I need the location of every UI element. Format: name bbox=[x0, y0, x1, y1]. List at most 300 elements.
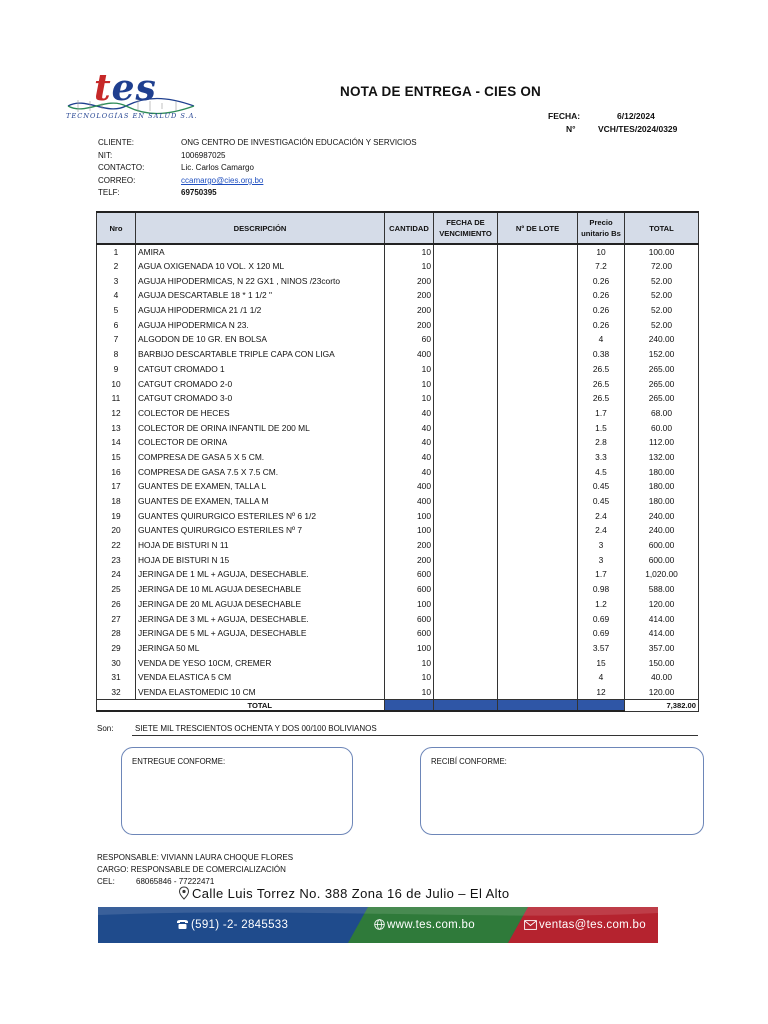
row-lote bbox=[498, 376, 578, 391]
table-row bbox=[97, 273, 699, 288]
row-cantidad: 40 bbox=[385, 464, 434, 479]
row-lote bbox=[498, 362, 578, 377]
row-precio: 1.5 bbox=[578, 420, 625, 435]
items-table bbox=[96, 211, 699, 712]
row-nro: 7 bbox=[97, 332, 136, 347]
row-nro: 5 bbox=[97, 303, 136, 318]
row-cantidad: 10 bbox=[385, 655, 434, 670]
row-precio: 0.26 bbox=[578, 288, 625, 303]
row-total: 40.00 bbox=[625, 670, 699, 685]
row-precio: 1.7 bbox=[578, 567, 625, 582]
row-lote bbox=[498, 244, 578, 259]
row-total: 588.00 bbox=[625, 582, 699, 597]
row-fecha bbox=[434, 303, 498, 318]
row-nro: 1 bbox=[97, 244, 136, 259]
header-total: TOTAL bbox=[625, 212, 699, 244]
row-fecha bbox=[434, 538, 498, 553]
logo-tagline: TECNOLOGÍAS EN SALUD S.A. bbox=[66, 112, 198, 120]
table-row bbox=[97, 259, 699, 274]
table-row bbox=[97, 552, 699, 567]
table-row bbox=[97, 582, 699, 597]
row-nro: 13 bbox=[97, 420, 136, 435]
row-fecha bbox=[434, 391, 498, 406]
row-nro: 19 bbox=[97, 508, 136, 523]
row-nro: 20 bbox=[97, 523, 136, 538]
row-cantidad: 40 bbox=[385, 406, 434, 421]
row-precio: 26.5 bbox=[578, 391, 625, 406]
envelope-icon bbox=[524, 920, 537, 930]
table-row bbox=[97, 494, 699, 509]
header-nro: Nro bbox=[97, 212, 136, 244]
row-lote bbox=[498, 464, 578, 479]
row-cantidad: 10 bbox=[385, 244, 434, 259]
row-lote bbox=[498, 479, 578, 494]
table-row bbox=[97, 362, 699, 377]
table-row bbox=[97, 626, 699, 641]
row-total: 1,020.00 bbox=[625, 567, 699, 582]
table-row bbox=[97, 523, 699, 538]
row-descripcion: HOJA DE BISTURI N 15 bbox=[136, 552, 385, 567]
header-precio: Precio unitario Bs bbox=[578, 212, 625, 244]
row-precio: 26.5 bbox=[578, 362, 625, 377]
row-cantidad: 10 bbox=[385, 259, 434, 274]
row-lote bbox=[498, 347, 578, 362]
row-descripcion: VENDA ELASTICA 5 CM bbox=[136, 670, 385, 685]
row-total: 152.00 bbox=[625, 347, 699, 362]
company-logo bbox=[66, 68, 198, 126]
row-lote bbox=[498, 391, 578, 406]
address-text: Calle Luis Torrez No. 388 Zona 16 de Julio – El Alto bbox=[192, 886, 510, 901]
row-cantidad: 60 bbox=[385, 332, 434, 347]
row-lote bbox=[498, 670, 578, 685]
header-lote: Nº DE LOTE bbox=[498, 212, 578, 244]
row-fecha bbox=[434, 582, 498, 597]
correo-label: CORREO: bbox=[98, 176, 136, 185]
row-nro: 24 bbox=[97, 567, 136, 582]
row-lote bbox=[498, 332, 578, 347]
row-precio: 0.98 bbox=[578, 582, 625, 597]
address-line bbox=[178, 886, 510, 901]
grand-total: 7,382.00 bbox=[625, 699, 699, 711]
row-descripcion: COLECTOR DE ORINA INFANTIL DE 200 ML bbox=[136, 420, 385, 435]
row-descripcion: COLECTOR DE HECES bbox=[136, 406, 385, 421]
row-descripcion: JERINGA DE 20 ML AGUJA DESECHABLE bbox=[136, 597, 385, 612]
row-fecha bbox=[434, 464, 498, 479]
row-fecha bbox=[434, 611, 498, 626]
row-fecha bbox=[434, 420, 498, 435]
row-precio: 1.2 bbox=[578, 597, 625, 612]
table-row bbox=[97, 597, 699, 612]
row-nro: 10 bbox=[97, 376, 136, 391]
total-row bbox=[97, 699, 699, 711]
header-fecha-vencimiento: FECHA DE VENCIMIENTO bbox=[434, 212, 498, 244]
row-cantidad: 200 bbox=[385, 538, 434, 553]
row-lote bbox=[498, 538, 578, 553]
row-fecha bbox=[434, 655, 498, 670]
row-descripcion: CATGUT CROMADO 3-0 bbox=[136, 391, 385, 406]
row-precio: 12 bbox=[578, 685, 625, 700]
logo-wordmark: tes bbox=[94, 67, 157, 109]
row-cantidad: 40 bbox=[385, 450, 434, 465]
row-precio: 10 bbox=[578, 244, 625, 259]
row-descripcion: CATGUT CROMADO 2-0 bbox=[136, 376, 385, 391]
row-nro: 29 bbox=[97, 641, 136, 656]
row-precio: 0.26 bbox=[578, 317, 625, 332]
row-nro: 16 bbox=[97, 464, 136, 479]
row-fecha bbox=[434, 362, 498, 377]
son-label: Son: bbox=[97, 724, 114, 733]
row-cantidad: 40 bbox=[385, 420, 434, 435]
row-descripcion: ALGODON DE 10 GR. EN BOLSA bbox=[136, 332, 385, 347]
total-fill-fecha bbox=[434, 699, 498, 711]
row-precio: 0.26 bbox=[578, 273, 625, 288]
row-precio: 0.45 bbox=[578, 479, 625, 494]
row-cantidad: 600 bbox=[385, 582, 434, 597]
row-descripcion: COMPRESA DE GASA 7.5 X 7.5 CM. bbox=[136, 464, 385, 479]
row-total: 180.00 bbox=[625, 479, 699, 494]
row-fecha bbox=[434, 567, 498, 582]
row-lote bbox=[498, 655, 578, 670]
row-total: 600.00 bbox=[625, 538, 699, 553]
table-row bbox=[97, 655, 699, 670]
row-lote bbox=[498, 552, 578, 567]
row-descripcion: CATGUT CROMADO 1 bbox=[136, 362, 385, 377]
table-row bbox=[97, 406, 699, 421]
cliente-value: ONG CENTRO DE INVESTIGACIÓN EDUCACIÓN Y SERVICIOS bbox=[181, 138, 417, 147]
row-precio: 3 bbox=[578, 552, 625, 567]
row-lote bbox=[498, 406, 578, 421]
page-title: NOTA DE ENTREGA - CIES ON bbox=[340, 84, 542, 99]
row-fecha bbox=[434, 435, 498, 450]
row-nro: 18 bbox=[97, 494, 136, 509]
entregue-signature-box bbox=[121, 747, 353, 835]
table-row bbox=[97, 464, 699, 479]
row-cantidad: 200 bbox=[385, 552, 434, 567]
row-cantidad: 400 bbox=[385, 347, 434, 362]
banner-web-text: www.tes.com.bo bbox=[387, 919, 475, 931]
row-total: 240.00 bbox=[625, 523, 699, 538]
row-cantidad: 100 bbox=[385, 641, 434, 656]
row-total: 600.00 bbox=[625, 552, 699, 567]
row-fecha bbox=[434, 332, 498, 347]
row-nro: 30 bbox=[97, 655, 136, 670]
row-lote bbox=[498, 259, 578, 274]
row-precio: 26.5 bbox=[578, 376, 625, 391]
row-descripcion: GUANTES DE EXAMEN, TALLA M bbox=[136, 494, 385, 509]
row-precio: 2.4 bbox=[578, 523, 625, 538]
row-precio: 2.4 bbox=[578, 508, 625, 523]
row-cantidad: 200 bbox=[385, 303, 434, 318]
row-fecha bbox=[434, 670, 498, 685]
row-nro: 25 bbox=[97, 582, 136, 597]
fecha-label: FECHA: bbox=[548, 111, 581, 121]
table-row bbox=[97, 538, 699, 553]
nit-value: 1006987025 bbox=[181, 151, 226, 160]
header-descripcion: DESCRIPCIÓN bbox=[136, 212, 385, 244]
row-total: 150.00 bbox=[625, 655, 699, 670]
row-cantidad: 100 bbox=[385, 597, 434, 612]
row-cantidad: 10 bbox=[385, 376, 434, 391]
row-nro: 23 bbox=[97, 552, 136, 567]
row-total: 52.00 bbox=[625, 317, 699, 332]
row-nro: 4 bbox=[97, 288, 136, 303]
row-lote bbox=[498, 523, 578, 538]
row-precio: 3.3 bbox=[578, 450, 625, 465]
row-fecha bbox=[434, 552, 498, 567]
row-cantidad: 10 bbox=[385, 670, 434, 685]
row-total: 60.00 bbox=[625, 420, 699, 435]
row-fecha bbox=[434, 376, 498, 391]
correo-link[interactable]: ccamargo@cies.org.bo bbox=[181, 176, 264, 185]
row-fecha bbox=[434, 244, 498, 259]
row-precio: 2.8 bbox=[578, 435, 625, 450]
telephone-icon bbox=[176, 919, 189, 930]
table-row bbox=[97, 450, 699, 465]
row-lote bbox=[498, 582, 578, 597]
cargo-text: CARGO: RESPONSABLE DE COMERCIALIZACIÓN bbox=[97, 865, 286, 874]
row-cantidad: 400 bbox=[385, 494, 434, 509]
row-total: 265.00 bbox=[625, 362, 699, 377]
row-total: 414.00 bbox=[625, 611, 699, 626]
row-descripcion: GUANTES QUIRURGICO ESTERILES Nº 7 bbox=[136, 523, 385, 538]
table-row bbox=[97, 508, 699, 523]
row-descripcion: JERINGA DE 5 ML + AGUJA, DESECHABLE bbox=[136, 626, 385, 641]
row-precio: 0.26 bbox=[578, 303, 625, 318]
row-fecha bbox=[434, 450, 498, 465]
row-fecha bbox=[434, 259, 498, 274]
row-descripcion: AGUJA DESCARTABLE 18 * 1 1/2 " bbox=[136, 288, 385, 303]
row-descripcion: COLECTOR DE ORINA bbox=[136, 435, 385, 450]
row-nro: 9 bbox=[97, 362, 136, 377]
table-row bbox=[97, 567, 699, 582]
row-precio: 0.69 bbox=[578, 611, 625, 626]
row-nro: 28 bbox=[97, 626, 136, 641]
recibi-label: RECIBÍ CONFORME: bbox=[431, 757, 507, 766]
row-descripcion: AGUJA HIPODERMICA 21 /1 1/2 bbox=[136, 303, 385, 318]
row-lote bbox=[498, 494, 578, 509]
row-total: 72.00 bbox=[625, 259, 699, 274]
row-cantidad: 400 bbox=[385, 479, 434, 494]
row-lote bbox=[498, 685, 578, 700]
row-precio: 3.57 bbox=[578, 641, 625, 656]
row-total: 265.00 bbox=[625, 391, 699, 406]
row-cantidad: 200 bbox=[385, 273, 434, 288]
row-lote bbox=[498, 435, 578, 450]
row-nro: 6 bbox=[97, 317, 136, 332]
son-underline bbox=[132, 735, 698, 736]
row-precio: 7.2 bbox=[578, 259, 625, 274]
row-total: 240.00 bbox=[625, 332, 699, 347]
row-descripcion: JERINGA DE 1 ML + AGUJA, DESECHABLE. bbox=[136, 567, 385, 582]
row-descripcion: COMPRESA DE GASA 5 X 5 CM. bbox=[136, 450, 385, 465]
row-nro: 12 bbox=[97, 406, 136, 421]
row-descripcion: AGUA OXIGENADA 10 VOL. X 120 ML bbox=[136, 259, 385, 274]
row-lote bbox=[498, 611, 578, 626]
row-descripcion: JERINGA DE 10 ML AGUJA DESECHABLE bbox=[136, 582, 385, 597]
row-cantidad: 10 bbox=[385, 362, 434, 377]
table-row bbox=[97, 435, 699, 450]
cel-label: CEL: bbox=[97, 877, 115, 886]
fecha-value: 6/12/2024 bbox=[617, 111, 655, 121]
row-lote bbox=[498, 303, 578, 318]
row-total: 265.00 bbox=[625, 376, 699, 391]
banner-phone[interactable] bbox=[176, 919, 288, 931]
table-row bbox=[97, 317, 699, 332]
row-lote bbox=[498, 450, 578, 465]
row-descripcion: VENDA DE YESO 10CM, CREMER bbox=[136, 655, 385, 670]
numero-value: VCH/TES/2024/0329 bbox=[598, 124, 678, 134]
total-fill-cantidad bbox=[385, 699, 434, 711]
total-fill-precio bbox=[578, 699, 625, 711]
banner-web[interactable] bbox=[374, 919, 475, 931]
row-total: 52.00 bbox=[625, 288, 699, 303]
row-fecha bbox=[434, 406, 498, 421]
table-row bbox=[97, 244, 699, 259]
row-lote bbox=[498, 641, 578, 656]
cliente-label: CLIENTE: bbox=[98, 138, 135, 147]
row-total: 414.00 bbox=[625, 626, 699, 641]
table-row bbox=[97, 288, 699, 303]
row-nro: 14 bbox=[97, 435, 136, 450]
row-total: 357.00 bbox=[625, 641, 699, 656]
row-cantidad: 100 bbox=[385, 523, 434, 538]
banner-email-text: ventas@tes.com.bo bbox=[539, 919, 646, 931]
row-cantidad: 10 bbox=[385, 391, 434, 406]
row-precio: 15 bbox=[578, 655, 625, 670]
table-row bbox=[97, 420, 699, 435]
row-descripcion: JERINGA 50 ML bbox=[136, 641, 385, 656]
row-total: 120.00 bbox=[625, 597, 699, 612]
row-descripcion: VENDA ELASTOMEDIC 10 CM bbox=[136, 685, 385, 700]
row-fecha bbox=[434, 597, 498, 612]
row-fecha bbox=[434, 273, 498, 288]
table-row bbox=[97, 347, 699, 362]
row-lote bbox=[498, 508, 578, 523]
row-precio: 4 bbox=[578, 332, 625, 347]
row-total: 132.00 bbox=[625, 450, 699, 465]
row-precio: 4 bbox=[578, 670, 625, 685]
row-total: 120.00 bbox=[625, 685, 699, 700]
row-descripcion: BARBIJO DESCARTABLE TRIPLE CAPA CON LIGA bbox=[136, 347, 385, 362]
row-total: 180.00 bbox=[625, 464, 699, 479]
row-cantidad: 600 bbox=[385, 567, 434, 582]
row-total: 68.00 bbox=[625, 406, 699, 421]
row-lote bbox=[498, 288, 578, 303]
row-fecha bbox=[434, 641, 498, 656]
telf-label: TELF: bbox=[98, 188, 120, 197]
entregue-label: ENTREGUE CONFORME: bbox=[132, 757, 226, 766]
row-total: 240.00 bbox=[625, 508, 699, 523]
table-row bbox=[97, 391, 699, 406]
row-fecha bbox=[434, 523, 498, 538]
row-nro: 2 bbox=[97, 259, 136, 274]
row-total: 112.00 bbox=[625, 435, 699, 450]
numero-label: N° bbox=[566, 124, 576, 134]
telf-value: 69750395 bbox=[181, 188, 217, 197]
row-fecha bbox=[434, 626, 498, 641]
row-precio: 0.38 bbox=[578, 347, 625, 362]
row-cantidad: 40 bbox=[385, 435, 434, 450]
row-precio: 3 bbox=[578, 538, 625, 553]
row-nro: 32 bbox=[97, 685, 136, 700]
row-fecha bbox=[434, 685, 498, 700]
table-row bbox=[97, 641, 699, 656]
row-total: 180.00 bbox=[625, 494, 699, 509]
row-nro: 22 bbox=[97, 538, 136, 553]
row-cantidad: 600 bbox=[385, 626, 434, 641]
total-label: TOTAL bbox=[136, 699, 385, 711]
table-row bbox=[97, 376, 699, 391]
row-lote bbox=[498, 597, 578, 612]
row-descripcion: AMIRA bbox=[136, 244, 385, 259]
row-fecha bbox=[434, 288, 498, 303]
son-text: SIETE MIL TRESCIENTOS OCHENTA Y DOS 00/100 BOLIVIANOS bbox=[135, 724, 377, 733]
row-cantidad: 10 bbox=[385, 685, 434, 700]
table-row bbox=[97, 670, 699, 685]
nit-label: NIT: bbox=[98, 151, 113, 160]
row-lote bbox=[498, 420, 578, 435]
row-cantidad: 600 bbox=[385, 611, 434, 626]
row-lote bbox=[498, 567, 578, 582]
row-total: 100.00 bbox=[625, 244, 699, 259]
contacto-label: CONTACTO: bbox=[98, 163, 145, 172]
contacto-value: Lic. Carlos Camargo bbox=[181, 163, 254, 172]
table-header-row bbox=[97, 212, 699, 244]
banner-phone-text: (591) -2- 2845533 bbox=[191, 919, 289, 931]
row-cantidad: 200 bbox=[385, 288, 434, 303]
table-row bbox=[97, 611, 699, 626]
header-cantidad: CANTIDAD bbox=[385, 212, 434, 244]
globe-icon bbox=[374, 919, 385, 930]
recibi-signature-box bbox=[420, 747, 704, 835]
row-precio: 0.45 bbox=[578, 494, 625, 509]
row-fecha bbox=[434, 508, 498, 523]
row-nro: 27 bbox=[97, 611, 136, 626]
row-lote bbox=[498, 317, 578, 332]
table-row bbox=[97, 303, 699, 318]
row-descripcion: AGUJA HIPODERMICAS, N 22 GX1 , NINOS /23corto bbox=[136, 273, 385, 288]
row-precio: 1.7 bbox=[578, 406, 625, 421]
cel-value: 68065846 - 77222471 bbox=[136, 877, 215, 886]
row-total: 52.00 bbox=[625, 273, 699, 288]
row-nro: 31 bbox=[97, 670, 136, 685]
row-descripcion: JERINGA DE 3 ML + AGUJA, DESECHABLE. bbox=[136, 611, 385, 626]
location-pin-icon bbox=[178, 886, 190, 900]
row-nro: 11 bbox=[97, 391, 136, 406]
table-row bbox=[97, 332, 699, 347]
row-cantidad: 200 bbox=[385, 317, 434, 332]
row-descripcion: AGUJA HIPODERMICA N 23. bbox=[136, 317, 385, 332]
row-fecha bbox=[434, 347, 498, 362]
row-nro: 15 bbox=[97, 450, 136, 465]
row-precio: 0.69 bbox=[578, 626, 625, 641]
row-precio: 4.5 bbox=[578, 464, 625, 479]
contact-banner bbox=[98, 907, 658, 943]
row-fecha bbox=[434, 494, 498, 509]
row-nro: 17 bbox=[97, 479, 136, 494]
row-nro: 26 bbox=[97, 597, 136, 612]
row-fecha bbox=[434, 317, 498, 332]
total-fill-lote bbox=[498, 699, 578, 711]
row-descripcion: GUANTES DE EXAMEN, TALLA L bbox=[136, 479, 385, 494]
items-body bbox=[97, 244, 699, 699]
table-row bbox=[97, 685, 699, 700]
row-descripcion: HOJA DE BISTURI N 11 bbox=[136, 538, 385, 553]
row-nro: 8 bbox=[97, 347, 136, 362]
row-fecha bbox=[434, 479, 498, 494]
banner-email[interactable] bbox=[524, 919, 646, 931]
row-nro: 3 bbox=[97, 273, 136, 288]
